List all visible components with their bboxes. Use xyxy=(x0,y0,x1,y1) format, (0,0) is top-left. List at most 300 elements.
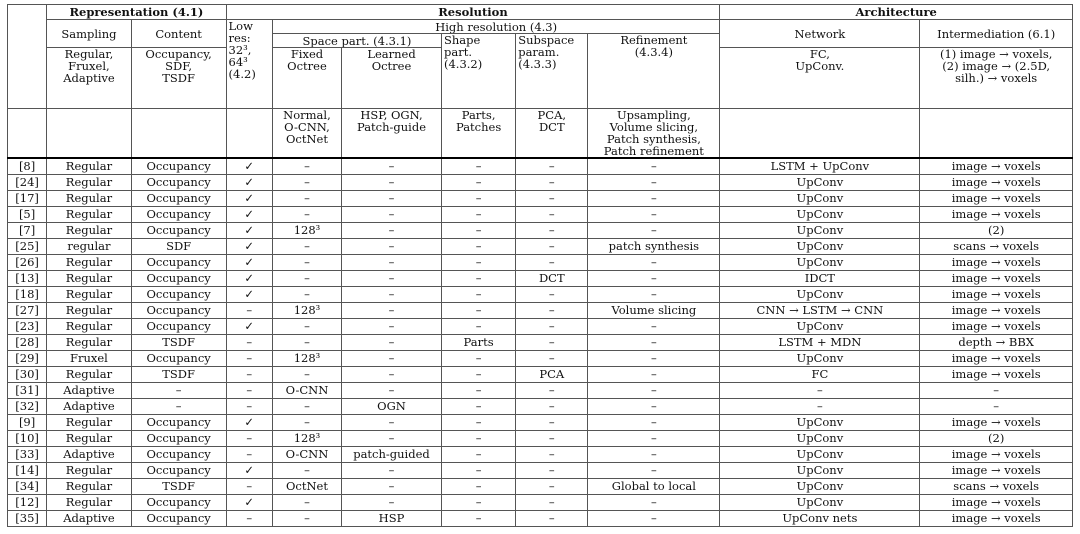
intermediation-cell: image → voxels xyxy=(920,447,1073,463)
subspace-cell: – xyxy=(516,463,588,479)
learned-octree-header: Learned Octree xyxy=(342,48,442,109)
subspace-cell: – xyxy=(516,207,588,223)
sampling-cell: Regular xyxy=(47,319,132,335)
ref-cell: [14] xyxy=(8,463,47,479)
ref-header-spacer xyxy=(8,109,47,159)
content-cell: Occupancy xyxy=(131,319,226,335)
fixed-octree-cell: 128³ xyxy=(272,303,341,319)
low-res-cell: – xyxy=(226,383,272,399)
sampling-cell: Regular xyxy=(47,287,132,303)
table-row xyxy=(8,335,1073,351)
shape-part-cell: – xyxy=(442,207,516,223)
ref-cell: [12] xyxy=(8,495,47,511)
network-cell: UpConv xyxy=(720,447,920,463)
learned-octree-cell: – xyxy=(342,175,442,191)
refinement-cell: Global to local xyxy=(588,479,720,495)
shape-part-header: Shape part. (4.3.2) xyxy=(442,34,516,109)
subspace-cell: – xyxy=(516,239,588,255)
sampling-cell: Regular xyxy=(47,463,132,479)
low-res-cell: ✓ xyxy=(226,287,272,303)
intermediation-cell: image → voxels xyxy=(920,415,1073,431)
subspace-cell: PCA xyxy=(516,367,588,383)
content-cell: Occupancy xyxy=(131,511,226,527)
table-row xyxy=(8,255,1073,271)
sampling-cell: Adaptive xyxy=(47,447,132,463)
sampling-cell: Regular xyxy=(47,271,132,287)
content-examples: Occupancy, SDF, TSDF xyxy=(131,48,226,109)
learned-octree-cell: – xyxy=(342,191,442,207)
table-row xyxy=(8,207,1073,223)
ref-header xyxy=(8,5,47,109)
subspace-cell: – xyxy=(516,319,588,335)
ref-cell: [23] xyxy=(8,319,47,335)
low-res-cell: – xyxy=(226,511,272,527)
table-row xyxy=(8,367,1073,383)
ref-cell: [35] xyxy=(8,511,47,527)
refinement-cell: – xyxy=(588,223,720,239)
subspace-cell: – xyxy=(516,335,588,351)
ref-cell: [24] xyxy=(8,175,47,191)
low-res-cell: – xyxy=(226,335,272,351)
content-cell: Occupancy xyxy=(131,223,226,239)
ref-cell: [27] xyxy=(8,303,47,319)
content-cell: Occupancy xyxy=(131,463,226,479)
subspace-header: Subspace param. (4.3.3) xyxy=(516,34,588,109)
network-header: Network xyxy=(720,20,920,48)
sampling-cell: Regular xyxy=(47,303,132,319)
low-res-cell: ✓ xyxy=(226,175,272,191)
learned-octree-cell: – xyxy=(342,335,442,351)
network-cell: UpConv xyxy=(720,351,920,367)
subspace-cell: – xyxy=(516,223,588,239)
network-cell: UpConv xyxy=(720,175,920,191)
representation-group-header: Representation (4.1) xyxy=(47,5,226,20)
refinement-cell: – xyxy=(588,463,720,479)
learned-octree-cell: – xyxy=(342,463,442,479)
sampling-cell: Regular xyxy=(47,175,132,191)
low-res-cell: – xyxy=(226,431,272,447)
intermediation-cell: image → voxels xyxy=(920,351,1073,367)
learned-octree-cell: – xyxy=(342,271,442,287)
network-cell: UpConv xyxy=(720,287,920,303)
shape-part-cell: – xyxy=(442,191,516,207)
fixed-octree-cell: – xyxy=(272,207,341,223)
low-res-cell: – xyxy=(226,367,272,383)
sampling-cell: Regular xyxy=(47,367,132,383)
content-cell: Occupancy xyxy=(131,287,226,303)
subspace-cell: – xyxy=(516,158,588,175)
table-row xyxy=(8,511,1073,527)
shape-part-cell: – xyxy=(442,399,516,415)
learned-octree-cell: – xyxy=(342,223,442,239)
low-res-cell: ✓ xyxy=(226,223,272,239)
intermediation-cell: image → voxels xyxy=(920,511,1073,527)
network-cell: UpConv nets xyxy=(720,511,920,527)
intermediation-cell: image → voxels xyxy=(920,303,1073,319)
shape-part-cell: Parts xyxy=(442,335,516,351)
subspace-cell: DCT xyxy=(516,271,588,287)
network-cell: UpConv xyxy=(720,495,920,511)
refinement-cell: – xyxy=(588,415,720,431)
table-row xyxy=(8,383,1073,399)
content-cell: Occupancy xyxy=(131,415,226,431)
intermediation-cell: image → voxels xyxy=(920,495,1073,511)
intermediation-cell: scans → voxels xyxy=(920,479,1073,495)
fixed-octree-cell: – xyxy=(272,399,341,415)
network-cell: – xyxy=(720,399,920,415)
low-res-cell: ✓ xyxy=(226,271,272,287)
table-row xyxy=(8,479,1073,495)
sampling-cell: Regular xyxy=(47,191,132,207)
learned-octree-cell: – xyxy=(342,287,442,303)
low-res-cell: ✓ xyxy=(226,495,272,511)
content-cell: Occupancy xyxy=(131,191,226,207)
subspace-cell: – xyxy=(516,479,588,495)
fixed-octree-cell: – xyxy=(272,271,341,287)
table-row xyxy=(8,415,1073,431)
sampling-cell: Regular xyxy=(47,479,132,495)
learned-octree-examples: HSP, OGN, Patch-guide xyxy=(342,109,442,159)
network-cell: UpConv xyxy=(720,319,920,335)
fixed-octree-cell: – xyxy=(272,255,341,271)
intermediation-cell: image → voxels xyxy=(920,367,1073,383)
intermediation-cell: image → voxels xyxy=(920,175,1073,191)
network-cell: UpConv xyxy=(720,463,920,479)
ref-cell: [9] xyxy=(8,415,47,431)
shape-part-cell: – xyxy=(442,351,516,367)
content-cell: Occupancy xyxy=(131,447,226,463)
architecture-group-header: Architecture xyxy=(720,5,1073,20)
refinement-header: Refinement (4.3.4) xyxy=(588,34,720,109)
content-header: Content xyxy=(131,20,226,48)
subspace-examples: PCA, DCT xyxy=(516,109,588,159)
content-cell: Occupancy xyxy=(131,351,226,367)
low-res-header: Low res: 32³, 64³ (4.2) xyxy=(226,20,272,109)
low-res-cell: ✓ xyxy=(226,255,272,271)
ref-cell: [18] xyxy=(8,287,47,303)
shape-part-cell: – xyxy=(442,495,516,511)
low-res-cell: ✓ xyxy=(226,239,272,255)
shape-part-cell: – xyxy=(442,447,516,463)
refinement-cell: – xyxy=(588,191,720,207)
intermediation-cell: depth → BBX xyxy=(920,335,1073,351)
ref-cell: [5] xyxy=(8,207,47,223)
refinement-cell: – xyxy=(588,319,720,335)
fixed-octree-cell: OctNet xyxy=(272,479,341,495)
refinement-cell: Volume slicing xyxy=(588,303,720,319)
ref-cell: [29] xyxy=(8,351,47,367)
sampling-examples: Regular, Fruxel, Adaptive xyxy=(47,48,132,109)
subspace-cell: – xyxy=(516,511,588,527)
table-row xyxy=(8,175,1073,191)
subspace-cell: – xyxy=(516,175,588,191)
content-cell: – xyxy=(131,383,226,399)
intermediation-spacer xyxy=(920,109,1073,159)
intermediation-cell: (2) xyxy=(920,223,1073,239)
table-row xyxy=(8,303,1073,319)
table-row xyxy=(8,287,1073,303)
ref-cell: [10] xyxy=(8,431,47,447)
fixed-octree-cell: – xyxy=(272,175,341,191)
intermediation-cell: image → voxels xyxy=(920,319,1073,335)
shape-part-cell: – xyxy=(442,239,516,255)
ref-cell: [32] xyxy=(8,399,47,415)
shape-part-cell: – xyxy=(442,223,516,239)
content-cell: TSDF xyxy=(131,479,226,495)
sampling-header: Sampling xyxy=(47,20,132,48)
subspace-cell: – xyxy=(516,495,588,511)
sampling-cell: Regular xyxy=(47,158,132,175)
table-row xyxy=(8,239,1073,255)
resolution-group-header: Resolution xyxy=(226,5,720,20)
shape-part-examples: Parts, Patches xyxy=(442,109,516,159)
content-cell: Occupancy xyxy=(131,158,226,175)
learned-octree-cell: – xyxy=(342,319,442,335)
network-cell: CNN → LSTM → CNN xyxy=(720,303,920,319)
sampling-cell: Regular xyxy=(47,415,132,431)
fixed-octree-cell: 128³ xyxy=(272,223,341,239)
learned-octree-cell: – xyxy=(342,479,442,495)
space-part-header: Space part. (4.3.1) xyxy=(272,34,441,48)
fixed-octree-cell: – xyxy=(272,239,341,255)
refinement-cell: – xyxy=(588,367,720,383)
content-cell: Occupancy xyxy=(131,175,226,191)
shape-part-cell: – xyxy=(442,431,516,447)
sampling-cell: Regular xyxy=(47,431,132,447)
network-cell: LSTM + MDN xyxy=(720,335,920,351)
intermediation-examples: (1) image → voxels, (2) image → (2.5D, silh.) → voxels xyxy=(920,48,1073,109)
shape-part-cell: – xyxy=(442,383,516,399)
table-row xyxy=(8,223,1073,239)
ref-cell: [31] xyxy=(8,383,47,399)
sampling-cell: Regular xyxy=(47,207,132,223)
fixed-octree-cell: 128³ xyxy=(272,351,341,367)
table-row xyxy=(8,191,1073,207)
ref-cell: [8] xyxy=(8,158,47,175)
table-header xyxy=(8,5,1073,159)
fixed-octree-cell: – xyxy=(272,319,341,335)
learned-octree-cell: OGN xyxy=(342,399,442,415)
content-spacer xyxy=(131,109,226,159)
network-cell: LSTM + UpConv xyxy=(720,158,920,175)
sampling-cell: Fruxel xyxy=(47,351,132,367)
subspace-cell: – xyxy=(516,383,588,399)
intermediation-cell: image → voxels xyxy=(920,191,1073,207)
sampling-cell: Adaptive xyxy=(47,383,132,399)
content-cell: Occupancy xyxy=(131,431,226,447)
network-cell: – xyxy=(720,383,920,399)
subspace-cell: – xyxy=(516,431,588,447)
shape-part-cell: – xyxy=(442,463,516,479)
shape-part-cell: – xyxy=(442,319,516,335)
subspace-cell: – xyxy=(516,255,588,271)
refinement-cell: – xyxy=(588,399,720,415)
fixed-octree-cell: O-CNN xyxy=(272,447,341,463)
ref-cell: [34] xyxy=(8,479,47,495)
refinement-cell: – xyxy=(588,335,720,351)
network-examples: FC, UpConv. xyxy=(720,48,920,109)
learned-octree-cell: HSP xyxy=(342,511,442,527)
ref-cell: [28] xyxy=(8,335,47,351)
low-res-cell: ✓ xyxy=(226,191,272,207)
shape-part-cell: – xyxy=(442,511,516,527)
ref-cell: [30] xyxy=(8,367,47,383)
fixed-octree-cell: – xyxy=(272,511,341,527)
intermediation-cell: (2) xyxy=(920,431,1073,447)
intermediation-cell: scans → voxels xyxy=(920,239,1073,255)
network-spacer xyxy=(720,109,920,159)
survey-table xyxy=(7,4,1073,527)
network-cell: UpConv xyxy=(720,255,920,271)
network-cell: UpConv xyxy=(720,207,920,223)
learned-octree-cell: – xyxy=(342,158,442,175)
table-row xyxy=(8,463,1073,479)
intermediation-cell: – xyxy=(920,399,1073,415)
sampling-cell: regular xyxy=(47,239,132,255)
learned-octree-cell: – xyxy=(342,351,442,367)
low-res-cell: – xyxy=(226,399,272,415)
table-row xyxy=(8,319,1073,335)
table-row xyxy=(8,399,1073,415)
shape-part-cell: – xyxy=(442,479,516,495)
table-row xyxy=(8,158,1073,175)
fixed-octree-cell: – xyxy=(272,415,341,431)
fixed-octree-cell: O-CNN xyxy=(272,383,341,399)
content-cell: – xyxy=(131,399,226,415)
refinement-cell: – xyxy=(588,255,720,271)
sampling-cell: Regular xyxy=(47,335,132,351)
fixed-octree-cell: 128³ xyxy=(272,431,341,447)
low-res-cell: ✓ xyxy=(226,207,272,223)
low-res-cell: – xyxy=(226,447,272,463)
refinement-cell: patch synthesis xyxy=(588,239,720,255)
fixed-octree-examples: Normal, O-CNN, OctNet xyxy=(272,109,341,159)
shape-part-cell: – xyxy=(442,287,516,303)
ref-cell: [33] xyxy=(8,447,47,463)
refinement-cell: – xyxy=(588,431,720,447)
table-body xyxy=(8,158,1073,527)
refinement-cell: – xyxy=(588,351,720,367)
ref-cell: [17] xyxy=(8,191,47,207)
subspace-cell: – xyxy=(516,415,588,431)
sampling-cell: Regular xyxy=(47,223,132,239)
learned-octree-cell: – xyxy=(342,415,442,431)
subspace-cell: – xyxy=(516,287,588,303)
low-res-cell: ✓ xyxy=(226,319,272,335)
intermediation-cell: – xyxy=(920,383,1073,399)
learned-octree-cell: – xyxy=(342,303,442,319)
learned-octree-cell: – xyxy=(342,431,442,447)
content-cell: SDF xyxy=(131,239,226,255)
intermediation-cell: image → voxels xyxy=(920,287,1073,303)
fixed-octree-cell: – xyxy=(272,158,341,175)
survey-table-wrapper xyxy=(7,4,1073,527)
refinement-cell: – xyxy=(588,447,720,463)
low-res-cell: ✓ xyxy=(226,463,272,479)
intermediation-cell: image → voxels xyxy=(920,255,1073,271)
intermediation-cell: image → voxels xyxy=(920,158,1073,175)
table-row xyxy=(8,447,1073,463)
table-row xyxy=(8,431,1073,447)
content-cell: Occupancy xyxy=(131,271,226,287)
subspace-cell: – xyxy=(516,399,588,415)
intermediation-cell: image → voxels xyxy=(920,207,1073,223)
network-cell: UpConv xyxy=(720,431,920,447)
refinement-examples: Upsampling, Volume slicing, Patch synthesis, Patch refinement xyxy=(588,109,720,159)
learned-octree-cell: – xyxy=(342,367,442,383)
refinement-cell: – xyxy=(588,271,720,287)
network-cell: UpConv xyxy=(720,479,920,495)
shape-part-cell: – xyxy=(442,158,516,175)
shape-part-cell: – xyxy=(442,303,516,319)
refinement-cell: – xyxy=(588,511,720,527)
sampling-cell: Adaptive xyxy=(47,511,132,527)
subspace-cell: – xyxy=(516,351,588,367)
ref-cell: [13] xyxy=(8,271,47,287)
shape-part-cell: – xyxy=(442,367,516,383)
ref-cell: [25] xyxy=(8,239,47,255)
shape-part-cell: – xyxy=(442,255,516,271)
sampling-cell: Regular xyxy=(47,255,132,271)
table-row xyxy=(8,351,1073,367)
table-row xyxy=(8,271,1073,287)
learned-octree-cell: – xyxy=(342,239,442,255)
learned-octree-cell: – xyxy=(342,255,442,271)
fixed-octree-cell: – xyxy=(272,495,341,511)
low-res-spacer xyxy=(226,109,272,159)
fixed-octree-cell: – xyxy=(272,463,341,479)
network-cell: UpConv xyxy=(720,191,920,207)
learned-octree-cell: – xyxy=(342,383,442,399)
high-res-header: High resolution (4.3) xyxy=(272,20,719,34)
content-cell: Occupancy xyxy=(131,255,226,271)
low-res-cell: – xyxy=(226,303,272,319)
low-res-cell: ✓ xyxy=(226,158,272,175)
refinement-cell: – xyxy=(588,158,720,175)
content-cell: TSDF xyxy=(131,335,226,351)
table-row xyxy=(8,495,1073,511)
subspace-cell: – xyxy=(516,191,588,207)
intermediation-header: Intermediation (6.1) xyxy=(920,20,1073,48)
network-cell: UpConv xyxy=(720,239,920,255)
network-cell: FC xyxy=(720,367,920,383)
refinement-cell: – xyxy=(588,383,720,399)
fixed-octree-cell: – xyxy=(272,367,341,383)
learned-octree-cell: – xyxy=(342,495,442,511)
fixed-octree-cell: – xyxy=(272,191,341,207)
refinement-cell: – xyxy=(588,287,720,303)
shape-part-cell: – xyxy=(442,415,516,431)
low-res-cell: ✓ xyxy=(226,415,272,431)
content-cell: TSDF xyxy=(131,367,226,383)
fixed-octree-header: Fixed Octree xyxy=(272,48,341,109)
ref-cell: [26] xyxy=(8,255,47,271)
content-cell: Occupancy xyxy=(131,207,226,223)
learned-octree-cell: patch-guided xyxy=(342,447,442,463)
sampling-cell: Regular xyxy=(47,495,132,511)
intermediation-cell: image → voxels xyxy=(920,271,1073,287)
learned-octree-cell: – xyxy=(342,207,442,223)
refinement-cell: – xyxy=(588,175,720,191)
fixed-octree-cell: – xyxy=(272,287,341,303)
network-cell: UpConv xyxy=(720,415,920,431)
subspace-cell: – xyxy=(516,447,588,463)
content-cell: Occupancy xyxy=(131,303,226,319)
subspace-cell: – xyxy=(516,303,588,319)
sampling-cell: Adaptive xyxy=(47,399,132,415)
network-cell: UpConv xyxy=(720,223,920,239)
network-cell: IDCT xyxy=(720,271,920,287)
